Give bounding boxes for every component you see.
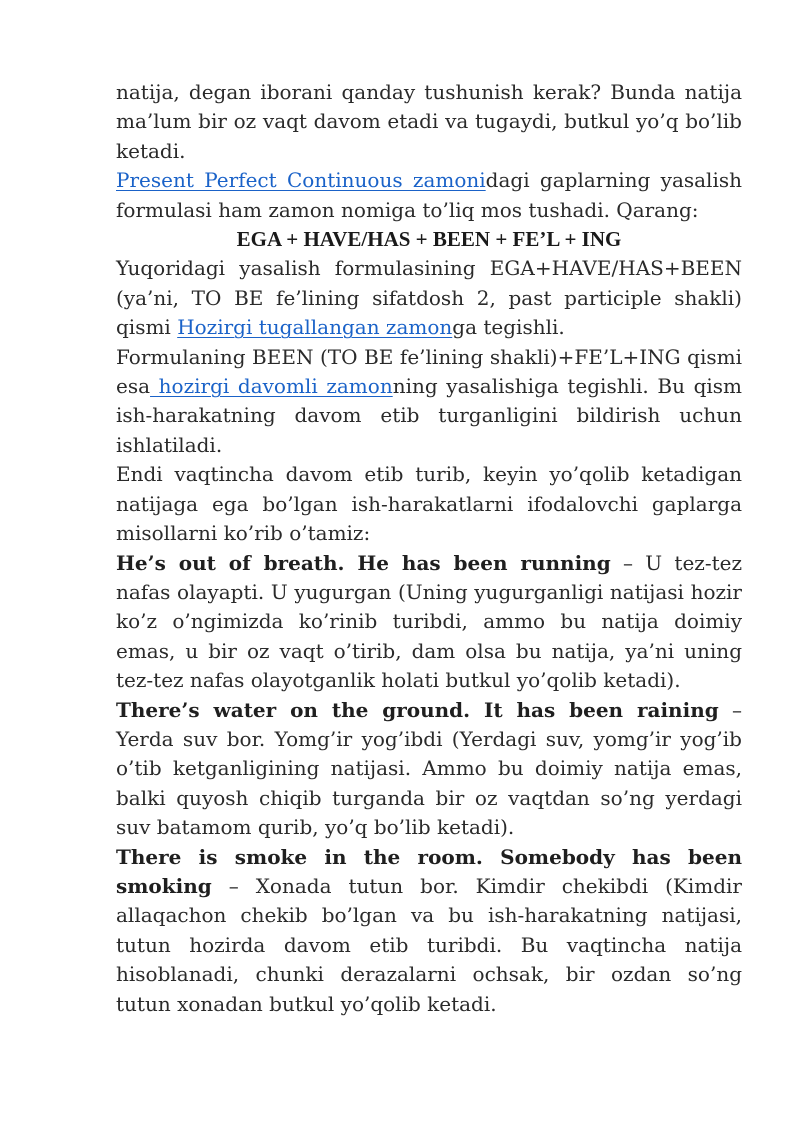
example-running	[116, 549, 742, 696]
present-perfect-continuous-link[interactable]: Present Perfect Continuous zamoni	[116, 168, 486, 193]
paragraph-intro: natija, degan iborani qanday tushunish kerak? Bunda natija ma’lum bir oz vaqt davom etadi va tugaydi, butkul yo’q bo’lib ketadi.	[116, 80, 742, 163]
present-perfect-link[interactable]: Hozirgi tugallangan zamon	[177, 315, 453, 340]
paragraph-examples-intro: Endi vaqtincha davom etib turib, keyin yo’qolib ketadigan natijaga ega bo’lgan ish-harakatlarni ifodalovchi gaplarga misollarni ko’rib o’tamiz:	[116, 462, 742, 546]
paragraph-formula-part1-text: Yuqoridagi yasalish formulasining EGA+HAVE/HAS+BEEN (ya’ni, TO BE fe’lining sifatdosh 2, past participle shakli) qismi	[116, 256, 742, 340]
example-running-sentence: He’s out of breath. He has been running	[116, 550, 611, 575]
example-raining-sentence: There’s water on the ground. It has been raining	[116, 697, 719, 722]
document-body	[116, 78, 742, 1019]
paragraph-formula-part2-text: Formulaning BEEN (TO BE fe’lining shakli)+FE’L+ING qismi esa	[116, 344, 742, 399]
example-smoking	[116, 843, 742, 1019]
paragraph-formula-intro-text: dagi gaplarning yasalish formulasi ham zamon nomiga to’liq mos tushadi. Qarang:	[116, 168, 742, 222]
paragraph-formula-part2	[116, 343, 742, 461]
paragraph-formula-part1-suffix: ga tegishli.	[452, 315, 565, 340]
formula: EGA + HAVE/HAS + BEEN + FE’L + ING	[236, 227, 622, 252]
example-smoking-sentence: There is smoke in the room. Somebody has been smoking	[116, 844, 742, 898]
present-continuous-link[interactable]: hozirgi davomli zamon	[150, 374, 393, 399]
paragraph-formula-part1	[116, 254, 742, 342]
example-running-explanation: – U tez-tez nafas olayapti. U yugurgan (Uning yugurganligi natijasi hozir ko’z o’ngimizda ko’rinib turibdi, ammo bu natija doimiy emas, u bir oz vaqt o’tirib, dam olsa bu natija, ya’ni uning tez-tez nafas olayotganlik holati butkul yo’qolib ketadi).	[116, 550, 742, 693]
example-raining-explanation: – Yerda suv bor. Yomg’ir yog’ibdi (Yerdagi suv, yomg’ir yog’ib o’tib ketganligining natijasi. Ammo bu doimiy natija emas, balki quyosh chiqib turganda bir oz vaqtdan so’ng yerdagi suv batamom qurib, yo’q bo’lib ketadi).	[116, 697, 743, 840]
example-smoking-explanation: – Xonada tutun bor. Kimdir chekibdi (Kimdir allaqachon chekib bo’lgan va bu ish-harakatning natijasi, tutun hozirda davom etib turibdi. Bu vaqtincha natija hisoblanadi, chunki derazalarni ochsak, bir ozdan so’ng tutun xonadan butkul yo’qolib ketadi.	[116, 873, 742, 1016]
paragraph-formula-part2-suffix: ning yasalishiga tegishli. Bu qism ish-harakatning davom etib turganligini bildirish uchun ishlatiladi.	[116, 374, 743, 457]
paragraph-formula-intro	[116, 166, 742, 225]
example-raining	[116, 696, 742, 843]
